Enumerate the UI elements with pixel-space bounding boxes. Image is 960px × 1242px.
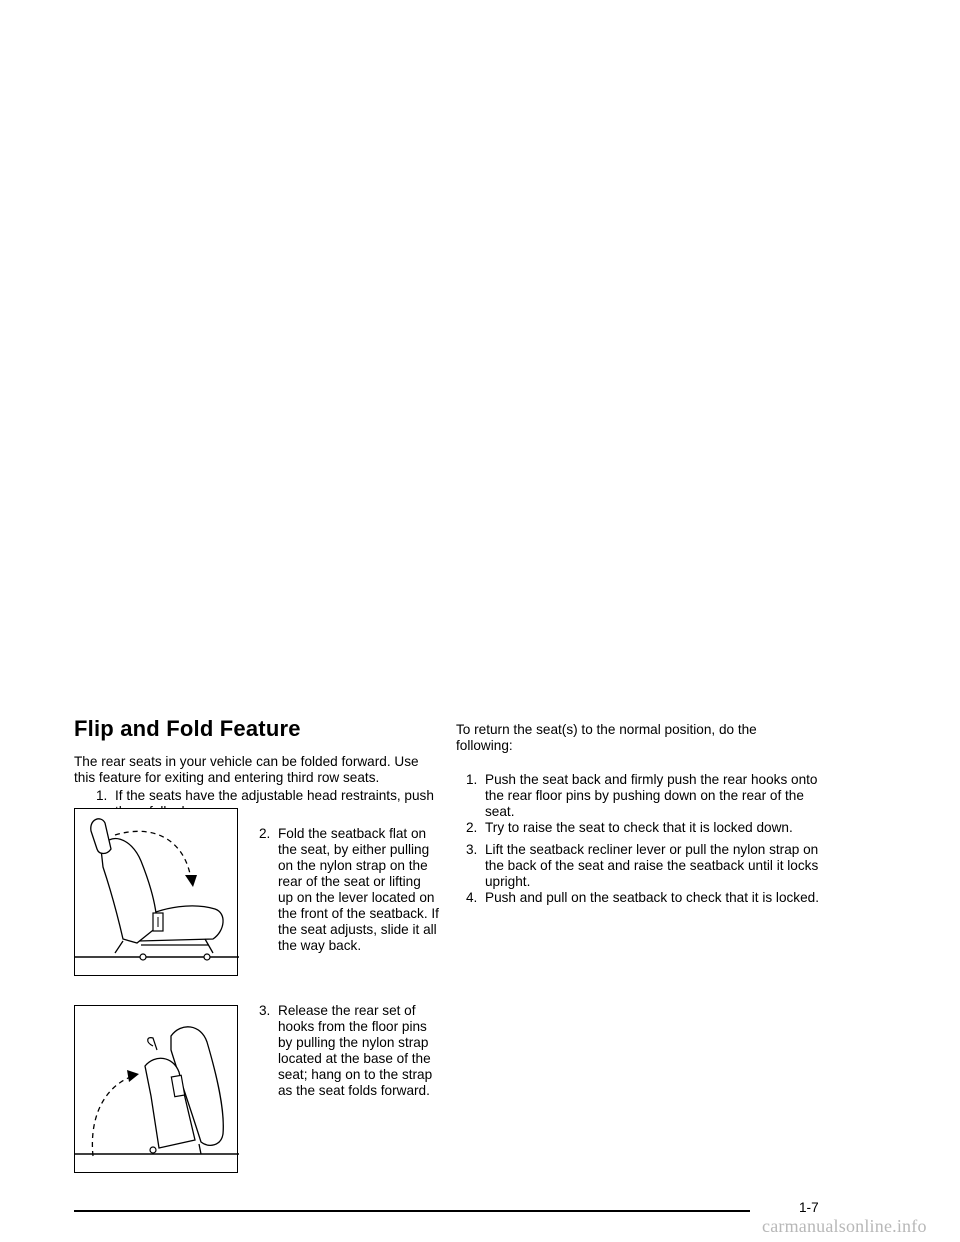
section-title: Flip and Fold Feature — [74, 716, 301, 741]
step-text: Release the rear set of hooks from the floor pins by pulling the nylon strap located at the base of the seat; hang on to the strap as the seat folds forward. — [278, 1003, 433, 1098]
step-text: If the seats have the adjustable head restraints, push — [115, 788, 434, 803]
step-number: 1. — [96, 788, 108, 803]
step-number: 2. — [259, 826, 271, 841]
watermark-link[interactable]: carmanualsonline.info — [762, 1216, 927, 1236]
step-text: Try to raise the seat to check that it is locked down. — [485, 820, 793, 835]
return-intro: To return the seat(s) to the normal position, do the following: — [456, 722, 757, 753]
seat-fold-flat-illustration — [74, 808, 238, 976]
step-number: 3. — [466, 842, 478, 857]
return-step-1 — [466, 772, 822, 820]
return-step-2 — [466, 820, 822, 836]
step-text: Fold the seatback flat on the seat, by either pulling on the nylon strap on the rear of the seat or lifting up on the lever located on the front of the seatback. If the seat adjusts, slide it all the way back. — [278, 826, 439, 953]
return-step-3 — [466, 842, 822, 890]
step-text: Lift the seatback recliner lever or pull the nylon strap on the back of the seat and raise the seatback until it locks upright. — [485, 842, 819, 889]
seat-tumble-forward-illustration — [74, 1005, 238, 1173]
section-intro: The rear seats in your vehicle can be folded forward. Use this feature for exiting and entering third row seats. — [74, 754, 419, 785]
step-text: Push and pull on the seatback to check that it is locked. — [485, 890, 820, 905]
step-number: 1. — [466, 772, 478, 787]
step-number: 3. — [259, 1003, 271, 1018]
footer-rule — [74, 1210, 750, 1212]
return-step-4 — [466, 890, 822, 906]
step-text: Push the seat back and firmly push the rear hooks onto the rear floor pins by pushing down on the rear of the seat. — [485, 772, 818, 819]
step-number: 4. — [466, 890, 478, 905]
page-number: 1-7 — [799, 1200, 819, 1215]
fold-step-2 — [259, 826, 439, 954]
step-number: 2. — [466, 820, 478, 835]
fold-step-3 — [259, 1003, 439, 1099]
